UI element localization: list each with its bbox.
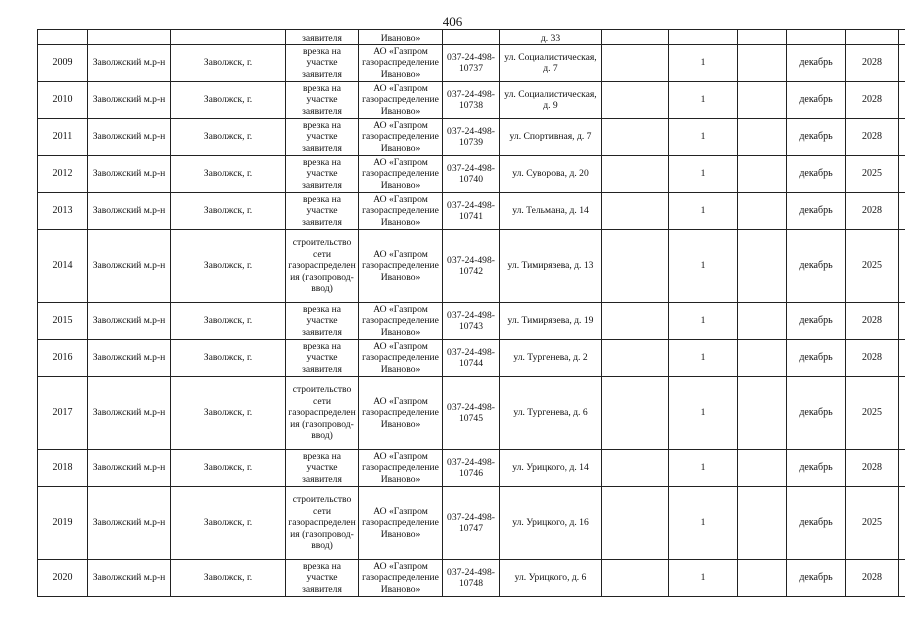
cell-month: декабрь	[787, 230, 846, 303]
cell-district: Заволжский м.р-н	[88, 45, 171, 82]
cell-empty	[602, 230, 669, 303]
cell-work: врезка на участке заявителя	[286, 156, 359, 193]
cell-num: 2016	[38, 340, 88, 377]
cell-district: Заволжский м.р-н	[88, 450, 171, 487]
cell-month	[787, 30, 846, 45]
table-row	[38, 340, 905, 377]
table-row	[38, 560, 905, 597]
cell-work: врезка на участке заявителя	[286, 340, 359, 377]
cell-empty	[899, 82, 905, 119]
cell-empty	[899, 193, 905, 230]
cell-empty	[738, 156, 787, 193]
cell-city: Заволжск, г.	[171, 450, 286, 487]
registry-table	[37, 29, 905, 597]
table-row	[38, 193, 905, 230]
cell-empty	[602, 193, 669, 230]
cell-year: 2028	[846, 303, 899, 340]
cell-org: АО «Газпром газораспределение Иваново»	[359, 377, 443, 450]
cell-code: 037-24-498-10737	[443, 45, 500, 82]
cell-district: Заволжский м.р-н	[88, 340, 171, 377]
cell-empty	[738, 30, 787, 45]
cell-address: ул. Тимирязева, д. 13	[500, 230, 602, 303]
cell-empty	[738, 45, 787, 82]
cell-empty	[738, 377, 787, 450]
cell-code: 037-24-498-10742	[443, 230, 500, 303]
cell-year: 2025	[846, 230, 899, 303]
cell-district	[88, 30, 171, 45]
cell-empty	[899, 156, 905, 193]
cell-num: 2012	[38, 156, 88, 193]
cell-year: 2025	[846, 377, 899, 450]
cell-work: врезка на участке заявителя	[286, 560, 359, 597]
cell-empty	[738, 487, 787, 560]
cell-org: АО «Газпром газораспределение Иваново»	[359, 303, 443, 340]
cell-qty: 1	[669, 560, 738, 597]
cell-work: врезка на участке заявителя	[286, 82, 359, 119]
cell-city: Заволжск, г.	[171, 119, 286, 156]
cell-year: 2028	[846, 450, 899, 487]
table-row	[38, 303, 905, 340]
cell-month: декабрь	[787, 45, 846, 82]
cell-org: АО «Газпром газораспределение Иваново»	[359, 45, 443, 82]
cell-empty	[738, 340, 787, 377]
cell-num: 2015	[38, 303, 88, 340]
cell-work: строительство сети газораспределения (газопровод-ввод)	[286, 230, 359, 303]
cell-qty: 1	[669, 156, 738, 193]
cell-code: 037-24-498-10738	[443, 82, 500, 119]
cell-month: декабрь	[787, 377, 846, 450]
table-row	[38, 156, 905, 193]
cell-empty	[738, 193, 787, 230]
cell-year: 2028	[846, 82, 899, 119]
cell-num: 2020	[38, 560, 88, 597]
cell-empty	[602, 303, 669, 340]
cell-empty	[899, 560, 905, 597]
cell-work: строительство сети газораспределения (газопровод-ввод)	[286, 487, 359, 560]
table-row	[38, 45, 905, 82]
cell-empty	[899, 45, 905, 82]
cell-month: декабрь	[787, 82, 846, 119]
table-row	[38, 119, 905, 156]
cell-address: ул. Тельмана, д. 14	[500, 193, 602, 230]
cell-num: 2017	[38, 377, 88, 450]
cell-empty	[899, 30, 905, 45]
cell-empty	[899, 340, 905, 377]
cell-work: врезка на участке заявителя	[286, 450, 359, 487]
cell-city: Заволжск, г.	[171, 193, 286, 230]
cell-address: ул. Суворова, д. 20	[500, 156, 602, 193]
cell-year: 2028	[846, 119, 899, 156]
page-number: 406	[442, 14, 463, 29]
cell-city: Заволжск, г.	[171, 45, 286, 82]
cell-qty	[669, 30, 738, 45]
cell-code: 037-24-498-10745	[443, 377, 500, 450]
cell-empty	[602, 156, 669, 193]
cell-month: декабрь	[787, 303, 846, 340]
cell-num: 2010	[38, 82, 88, 119]
cell-empty	[899, 377, 905, 450]
cell-empty	[602, 487, 669, 560]
cell-work: врезка на участке заявителя	[286, 45, 359, 82]
cell-org: АО «Газпром газораспределение Иваново»	[359, 119, 443, 156]
cell-org: АО «Газпром газораспределение Иваново»	[359, 82, 443, 119]
cell-empty	[602, 377, 669, 450]
cell-qty: 1	[669, 230, 738, 303]
cell-district: Заволжский м.р-н	[88, 193, 171, 230]
cell-city: Заволжск, г.	[171, 560, 286, 597]
cell-empty	[899, 450, 905, 487]
cell-qty: 1	[669, 303, 738, 340]
cell-district: Заволжский м.р-н	[88, 230, 171, 303]
cell-district: Заволжский м.р-н	[88, 82, 171, 119]
cell-num: 2013	[38, 193, 88, 230]
cell-qty: 1	[669, 119, 738, 156]
cell-num	[38, 30, 88, 45]
cell-qty: 1	[669, 377, 738, 450]
cell-district: Заволжский м.р-н	[88, 303, 171, 340]
cell-org: АО «Газпром газораспределение Иваново»	[359, 340, 443, 377]
cell-num: 2009	[38, 45, 88, 82]
cell-address: ул. Спортивная, д. 7	[500, 119, 602, 156]
cell-code: 037-24-498-10741	[443, 193, 500, 230]
cell-address: ул. Урицкого, д. 14	[500, 450, 602, 487]
cell-empty	[899, 487, 905, 560]
cell-year	[846, 30, 899, 45]
cell-empty	[738, 560, 787, 597]
cell-month: декабрь	[787, 119, 846, 156]
cell-qty: 1	[669, 450, 738, 487]
cell-year: 2028	[846, 193, 899, 230]
cell-work: врезка на участке заявителя	[286, 193, 359, 230]
cell-num: 2019	[38, 487, 88, 560]
cell-num: 2018	[38, 450, 88, 487]
cell-empty	[602, 560, 669, 597]
cell-empty	[738, 303, 787, 340]
cell-district: Заволжский м.р-н	[88, 377, 171, 450]
cell-district: Заволжский м.р-н	[88, 119, 171, 156]
cell-address: ул. Тимирязева, д. 19	[500, 303, 602, 340]
cell-city: Заволжск, г.	[171, 303, 286, 340]
cell-empty	[899, 303, 905, 340]
cell-org: АО «Газпром газораспределение Иваново»	[359, 487, 443, 560]
cell-district: Заволжский м.р-н	[88, 560, 171, 597]
cell-work: врезка на участке заявителя	[286, 303, 359, 340]
cell-city: Заволжск, г.	[171, 230, 286, 303]
cell-address: ул. Урицкого, д. 6	[500, 560, 602, 597]
cell-address: ул. Социалистическая, д. 7	[500, 45, 602, 82]
table-row	[38, 230, 905, 303]
cell-empty	[738, 450, 787, 487]
cell-month: декабрь	[787, 193, 846, 230]
cell-code: 037-24-498-10739	[443, 119, 500, 156]
cell-month: декабрь	[787, 450, 846, 487]
cell-org: АО «Газпром газораспределение Иваново»	[359, 193, 443, 230]
cell-year: 2028	[846, 340, 899, 377]
cell-code: 037-24-498-10746	[443, 450, 500, 487]
cell-work: заявителя	[286, 30, 359, 45]
cell-address: ул. Социалистическая, д. 9	[500, 82, 602, 119]
cell-empty	[899, 119, 905, 156]
cell-address: ул. Урицкого, д. 16	[500, 487, 602, 560]
cell-qty: 1	[669, 82, 738, 119]
cell-qty: 1	[669, 340, 738, 377]
cell-empty	[602, 119, 669, 156]
cell-work: врезка на участке заявителя	[286, 119, 359, 156]
cell-org: АО «Газпром газораспределение Иваново»	[359, 156, 443, 193]
table-row	[38, 450, 905, 487]
continuation-row	[38, 30, 905, 45]
table-row	[38, 487, 905, 560]
cell-year: 2028	[846, 45, 899, 82]
cell-address: ул. Тургенева, д. 2	[500, 340, 602, 377]
cell-empty	[738, 82, 787, 119]
cell-month: декабрь	[787, 156, 846, 193]
cell-month: декабрь	[787, 340, 846, 377]
cell-address: д. 33	[500, 30, 602, 45]
cell-work: строительство сети газораспределения (газопровод-ввод)	[286, 377, 359, 450]
cell-empty	[602, 82, 669, 119]
cell-city: Заволжск, г.	[171, 82, 286, 119]
cell-code: 037-24-498-10743	[443, 303, 500, 340]
cell-code	[443, 30, 500, 45]
cell-empty	[899, 230, 905, 303]
cell-qty: 1	[669, 487, 738, 560]
table-row	[38, 377, 905, 450]
cell-month: декабрь	[787, 487, 846, 560]
cell-year: 2028	[846, 560, 899, 597]
cell-year: 2025	[846, 487, 899, 560]
cell-district: Заволжский м.р-н	[88, 156, 171, 193]
cell-empty	[602, 30, 669, 45]
cell-city	[171, 30, 286, 45]
cell-empty	[738, 119, 787, 156]
cell-city: Заволжск, г.	[171, 340, 286, 377]
cell-empty	[602, 340, 669, 377]
cell-org: АО «Газпром газораспределение Иваново»	[359, 230, 443, 303]
cell-empty	[602, 45, 669, 82]
cell-org: АО «Газпром газораспределение Иваново»	[359, 450, 443, 487]
cell-code: 037-24-498-10748	[443, 560, 500, 597]
cell-num: 2014	[38, 230, 88, 303]
cell-district: Заволжский м.р-н	[88, 487, 171, 560]
cell-empty	[602, 450, 669, 487]
cell-city: Заволжск, г.	[171, 377, 286, 450]
cell-empty	[738, 230, 787, 303]
cell-code: 037-24-498-10747	[443, 487, 500, 560]
cell-city: Заволжск, г.	[171, 487, 286, 560]
cell-code: 037-24-498-10744	[443, 340, 500, 377]
cell-month: декабрь	[787, 560, 846, 597]
cell-qty: 1	[669, 193, 738, 230]
table-row	[38, 82, 905, 119]
cell-year: 2025	[846, 156, 899, 193]
cell-num: 2011	[38, 119, 88, 156]
cell-org: АО «Газпром газораспределение Иваново»	[359, 560, 443, 597]
cell-qty: 1	[669, 45, 738, 82]
cell-code: 037-24-498-10740	[443, 156, 500, 193]
cell-city: Заволжск, г.	[171, 156, 286, 193]
cell-address: ул. Тургенева, д. 6	[500, 377, 602, 450]
cell-org: Иваново»	[359, 30, 443, 45]
